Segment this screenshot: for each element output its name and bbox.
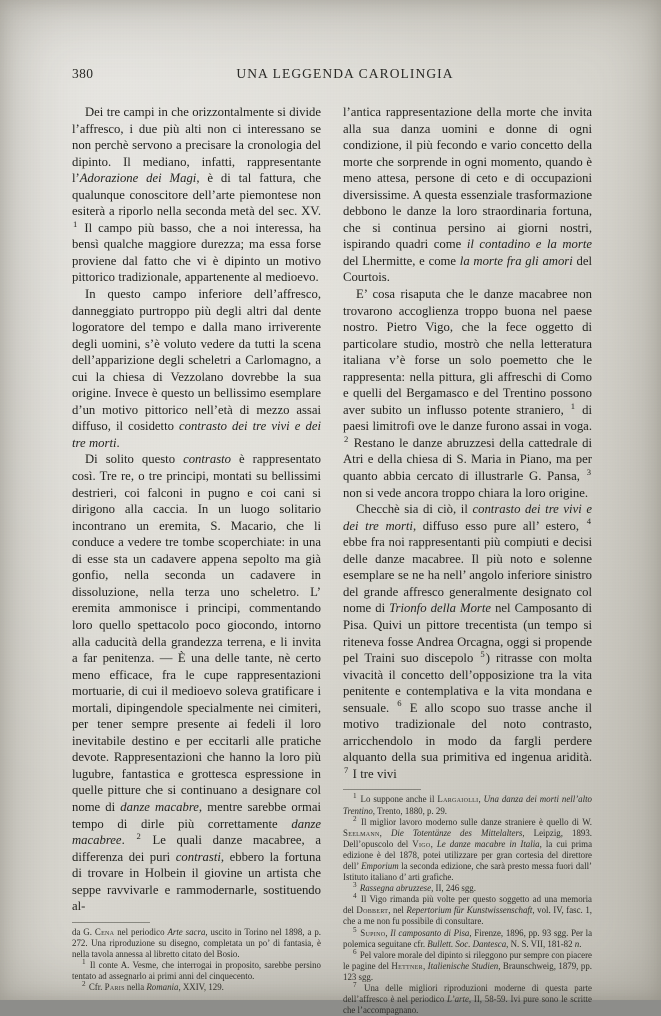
small-caps-name: Vigo	[412, 838, 431, 849]
footnote	[343, 883, 592, 894]
left-column-body	[72, 104, 321, 915]
text-run: , vol. IV, fasc. 1, che a me non fu possibile di consultare.	[343, 905, 592, 927]
italic-run: n	[574, 938, 580, 949]
text-run: , uscito in Torino nel 1898, a p. 272. Una riproduzione su disegno, completata un po’ di fantasia, è nella tavola annessa al libretto citato del Bosio.	[72, 926, 321, 959]
page-content	[72, 66, 592, 1016]
italic-run: Repertorium für Kunstwissenschaft	[406, 905, 533, 916]
footnote	[72, 960, 321, 982]
footnote-marker: 2	[136, 830, 141, 841]
italic-run: danze macabre	[120, 799, 199, 814]
text-run: In questo campo inferiore dell’affresco, danneggiato purtroppo più degli altri dal dente logoratore del tempo e dalla mano irriverente degli uomini, s’è voluto vedere da tutti la scena dell’apparizione degli scheletri a Carlomagno, a cui la chiesa di Vezzolano dovrebbe la sua origine. Invece è questo un bellissimo esemplare d’un motivo pittorico nell’età di mezzo assai diffuso, il cosidetto	[72, 287, 321, 434]
small-caps-name: Largaiolli	[437, 794, 479, 805]
page-header	[72, 66, 592, 88]
text-run: ,	[430, 838, 437, 849]
footnote-rule-right	[343, 789, 421, 790]
footnote-marker: 1	[570, 400, 576, 411]
footnote-marker: 3	[586, 466, 591, 477]
text-run: Il miglior lavoro moderno sulle danze straniere è quello di W.	[357, 816, 592, 827]
italic-run: contrasto	[183, 452, 231, 467]
body-paragraph	[343, 501, 592, 782]
small-caps-name: Seelmann	[343, 827, 380, 838]
small-caps-name: Cena	[94, 926, 115, 937]
text-run: di paesi limitrofi ove le danze furono assai in voga.	[343, 402, 592, 434]
footnote-marker: 1	[73, 218, 78, 229]
text-run: nella	[124, 982, 147, 993]
text-run: , Leipzig, 1893. Dell’opuscolo del	[343, 827, 593, 849]
text-run: Lo suppone anche il	[357, 794, 438, 805]
italic-run: contrasto dei tre vivi e dei tre morti	[343, 502, 592, 533]
footnote	[343, 794, 592, 816]
italic-run: Il camposanto di Pisa	[390, 927, 470, 938]
italic-run: danze macabree	[72, 816, 321, 848]
text-run: , N. S. VII, 181-82	[506, 938, 575, 949]
footnote-marker: 5	[480, 648, 485, 659]
footnote	[343, 925, 593, 950]
italic-run: Die Totentänze des Mittelalters	[390, 827, 523, 838]
text-run: .	[116, 435, 120, 450]
italic-run: Trionfo della Morte	[389, 601, 492, 616]
text-run: I tre vivi	[349, 766, 397, 781]
text-run: .	[121, 833, 136, 848]
body-paragraph	[72, 104, 321, 286]
text-run: , mentre sarebbe ormai tempo di dirle più correttamente	[72, 799, 321, 831]
small-caps-name: Supino	[360, 927, 386, 938]
text-run: , II, 58-59. Ivi pure sono le scritte che l’accompagnano.	[343, 994, 592, 1016]
text-run: Dei tre campi in che orizzontalmente si divide l’affresco, i due più alti non ci interessano se non perchè servono a precisare la cronologia del dipinto. Il mediano, infatti, rappresentante l’	[72, 105, 321, 186]
footnote-marker: 4	[586, 516, 591, 527]
text-run: del Courtois.	[343, 253, 593, 285]
italic-run: Una danza dei morti nell’alto Trentino	[343, 794, 592, 816]
text-run: , Firenze, 1896, pp. 93 sgg. Per la polemica seguitane cfr.	[343, 927, 593, 949]
text-run: , XXIV, 129.	[178, 982, 224, 993]
left-column-footnotes	[72, 927, 321, 994]
italic-run: Rassegna abruzzese	[359, 883, 432, 894]
text-run: , è di tal fattura, che qualunque conoscitore dell’arte piemontese non esiterà a riporlo nella seconda metà del sec. XV.	[72, 171, 321, 219]
text-run: Una delle migliori riproduzioni moderne di questa parte dell’affresco è nel periodico	[343, 983, 592, 1005]
text-columns	[72, 104, 592, 1016]
footnote-marker: 4	[353, 892, 357, 901]
text-run: Il conte A. Vesme, che interrogai in proposito, sarebbe persino tentato ad assegnarlo ai primi anni del cinquecento.	[72, 960, 321, 982]
text-run: , Braunschweig, 1879, pp. 123 sgg.	[343, 960, 592, 982]
text-run: nel periodico	[114, 926, 168, 937]
italic-run: Italienische Studien	[427, 960, 499, 971]
footnote-marker: 2	[344, 433, 349, 444]
text-run: , nel	[388, 905, 407, 916]
italic-run: contrasti	[175, 849, 221, 864]
text-run: E’ cosa risaputa che le danze macabree non trovarono accoglienza troppo buona nel paese nostro. Pietro Vigo, che la fece oggetto di particolare studio, mostrò che nella letteratura italiana v’è forse un solo poemetto che le rappresenta: nella pittura, gli affreschi di Como e quelli del Bergamasco e del Trentino possono aver subito un influsso potente straniero,	[343, 287, 592, 417]
text-run: Le quali danze macabree, a differenza dei puri	[72, 833, 322, 864]
text-run: , ebbero la fortuna di trovare in Holbein il giovine un artista che seppe ravvivarle e rammodernarle, sostituendo al-	[72, 849, 321, 914]
italic-run: Romania	[146, 982, 179, 993]
italic-run: Le danze macabre in Italia	[436, 838, 540, 849]
text-run: E allo scopo suo trasse anche il motivo tradizionale del noto contrasto, arricchendolo in modo da fargli perdere alquanto della sua primitiva ed ingenua aridità.	[343, 700, 592, 765]
left-column	[72, 104, 321, 1016]
italic-run: Arte sacra	[167, 926, 206, 937]
italic-run: la morte fra gli amori	[459, 253, 573, 268]
small-caps-name: Hettner	[391, 960, 423, 971]
text-run: ,	[385, 927, 391, 938]
body-paragraph	[72, 286, 321, 451]
italic-run: Bullett. Soc. Dantesca	[427, 938, 507, 949]
footnote-marker: 6	[397, 698, 402, 709]
text-run: , II, 246 sgg.	[431, 883, 476, 894]
text-run: ) ritrasse con molta vivacità il concetto dell’opposizione tra la vita penitente e contemplativa e la vita mondana e sensuale.	[343, 651, 592, 715]
text-run: ,	[379, 827, 391, 838]
text-run: Cfr.	[86, 982, 105, 993]
folio-number: 380	[72, 66, 94, 81]
footnote-marker: 7	[344, 764, 349, 775]
body-paragraph	[72, 451, 321, 914]
running-title: UNA LEGGENDA CAROLINGIA	[236, 66, 454, 81]
footnote-marker: 7	[353, 981, 357, 990]
text-run: , la cui prima edizione è del 1878, potei utilizzare per gran cortesia del direttore dell’	[343, 838, 593, 871]
footnote-marker: 6	[353, 947, 357, 956]
footnote	[343, 894, 592, 927]
italic-run: L’arte	[447, 994, 469, 1005]
text-run: Il Vigo rimanda più volte per questo soggetto ad una memoria del	[343, 894, 592, 916]
footnote-marker: 2	[82, 980, 86, 989]
footnote-rule-left	[72, 922, 150, 923]
text-run: Restano le danze abruzzesi della cattedrale di Atri e della chiesa di S. Maria in Piano, ma per quanto abbia cercato di illustrarle G. Pansa,	[343, 435, 592, 484]
text-run: , Trento, 1880, p. 29.	[372, 805, 447, 816]
text-run: è rappresentato così. Tre re, o tre principi, montati su bellissimi destrieri, coi falconi in pugno e coi cani si dirigono alla caccia. In un luogo solitario incontrano un eremita, S. Macario, che li conduce a vedere tre tombe scoperchiate: in una di esse sta un cadavere appena sepolto ma già gonfio, nella seconda un cadavere in dissoluzione, nella terza uno scheletro. L’ eremita ammonisce i principi, commentando loro quello spettacolo poco giocondo, intorno alla caducità della grandezza terrena, e li invita a far penitenza. — È una delle tante, nè certo meno efficace, fra le cupe rappresentazioni mortuarie, di cui il medioevo soleva gratificare i mortali, dipingendole specialmente nei cimiteri, per tener sempre presente ai fedeli il loro inevitabile destino e per eccitarli alle pratiche devote. Rappresentazioni che hanno la loro più lugubre, fantastica e grottesca espressione in quelle pitture che si continuano a designare col nome di	[72, 452, 321, 814]
text-run: , diffuso esso pure all’ estero,	[412, 518, 586, 533]
text-run: ,	[478, 794, 484, 805]
text-run: ,	[422, 960, 428, 971]
small-caps-name: Dobbert	[356, 905, 389, 916]
footnote	[343, 947, 592, 983]
right-column-body	[343, 104, 592, 782]
text-run: Checchè sia di ciò, il	[356, 502, 473, 517]
text-run: Pel valore morale del dipinto si rileggono pur sempre con piacere le pagine del	[343, 949, 592, 971]
text-run: da G.	[72, 926, 95, 937]
text-run: nel Camposanto di Pisa. Quivi un pittore trecentista (un tempo si riteneva fosse Andrea Orcagna, oggi si propende pel Traini suo discepolo	[343, 601, 592, 666]
footnote-marker: 1	[82, 958, 86, 967]
italic-run: contrasto dei tre vivi e dei tre morti	[72, 419, 322, 450]
right-column-footnotes	[343, 794, 592, 1016]
text-run: Il campo più basso, che a noi interessa, ha bensì qualche maggiore durezza; ma essa forse proviene dal fatto che vi è dipinto un motivo pittorico tradizionale, appartenente al medioevo.	[72, 220, 321, 285]
footnote-marker: 5	[353, 925, 357, 934]
body-paragraph	[343, 104, 592, 286]
italic-run: Adorazione dei Magi	[79, 171, 197, 186]
right-column	[343, 104, 592, 1016]
text-run: del Lhermitte, e come	[343, 253, 460, 268]
text-run: non si vede ancora troppo chiara la loro origine.	[343, 485, 589, 500]
italic-run: il contadino e la morte	[466, 237, 592, 252]
footnote	[343, 814, 593, 884]
text-run: l’antica rappresentazione della morte che invita alla sua danza uomini e donne di ogni condizione, il più fecondo e vario concetto della morte che sorprende in ogni momento, quando è meno attesa, persone di ceto e di occupazioni diversissime. A questa essenziale trasformazione debbono le danze la loro straordinaria fortuna, che si continua persino ai giorni nostri, ispirando quadri come	[343, 105, 592, 252]
text-run: .	[579, 938, 582, 949]
footnote-marker: 1	[353, 792, 357, 801]
small-caps-name: Paris	[104, 982, 125, 993]
text-run: la seconda edizione, che sarà presto messa fuori dall’ Istituto italiano d’ arti grafiche.	[343, 860, 592, 883]
footnote	[72, 927, 321, 960]
footnote-marker: 3	[353, 881, 357, 890]
text-run: ebbe fra noi rappresentanti più compiuti e decisi delle danze macabree. Il più noto e solenne esemplare se ne ha nell’ angolo inferiore sinistro del grande affresco generalmente designato col nome di	[343, 535, 592, 616]
body-paragraph	[343, 286, 592, 501]
footnote	[72, 982, 321, 993]
italic-run: Emporium	[361, 860, 399, 871]
text-run: Di solito questo	[85, 452, 184, 467]
footnote-marker: 2	[353, 814, 357, 823]
